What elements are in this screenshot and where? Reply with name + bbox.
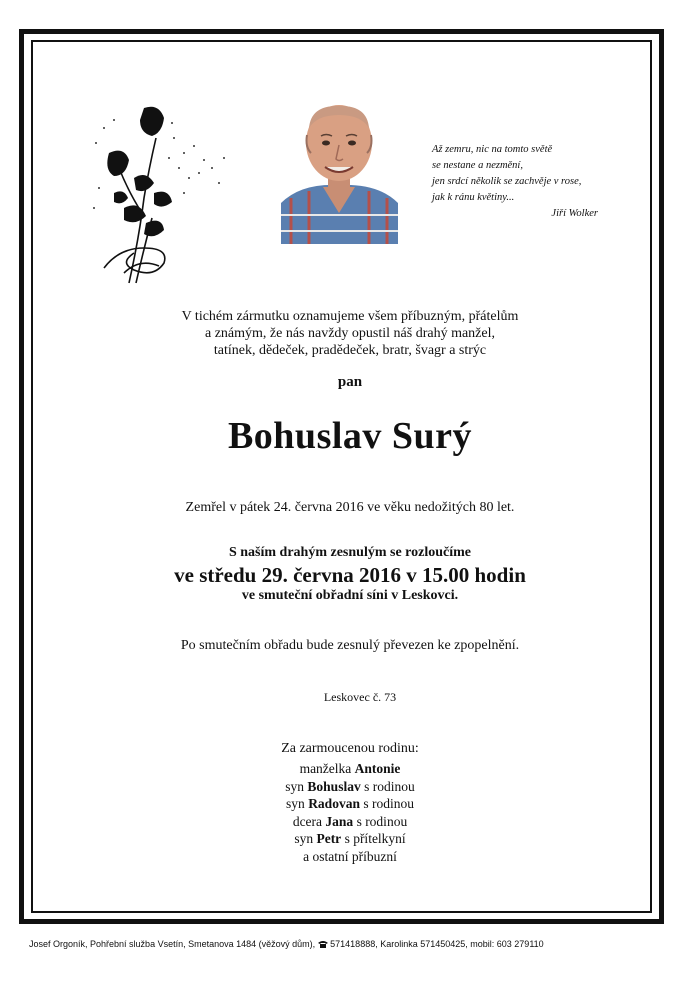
family-member: dcera Jana s rodinou (292, 813, 408, 829)
poem-line: se nestane a nezmění, (432, 160, 523, 171)
announcement-intro (0, 308, 700, 359)
cremation-note: Po smutečním obřadu bude zesnulý převezen ke zpopelnění. (180, 638, 520, 653)
portrait-photo (281, 103, 398, 244)
death-info: Zemřel v pátek 24. června 2016 ve věku nedožitých 80 let. (185, 500, 515, 515)
intro-line: a známým, že nás navždy opustil náš drahý manžel, (204, 326, 495, 341)
farewell-location: ve smuteční obřadní síni v Leskovci. (241, 588, 459, 603)
family-member: syn Bohuslav s rodinou (285, 778, 415, 794)
farewell-date-time: ve středu 29. června 2016 v 15.00 hodin (174, 563, 526, 587)
family-member: syn Petr s přítelkyní (294, 831, 406, 846)
poem-line: Až zemru, nic na tomto světě (432, 144, 553, 155)
family-title: Za zarmoucenou rodinu: (281, 741, 419, 756)
poem (432, 142, 622, 222)
address: Leskovec č. 73 (323, 690, 397, 704)
footer-phones: 571418888, Karolinka 571450425, mobil: 603 279110 (327, 939, 544, 949)
family-member: manželka Antonie (299, 761, 401, 776)
footer-text: Josef Orgoník, Pohřební služba Vsetín, Smetanova 1484 (věžový dům), (29, 939, 318, 949)
family-member: a ostatní příbuzní (303, 848, 397, 864)
poem-line: jak k ránu květiny... (432, 192, 515, 203)
phone-icon (318, 940, 328, 948)
deceased-name: Bohuslav Surý (227, 415, 473, 457)
family-member: syn Radovan s rodinou (286, 796, 414, 811)
title-word: pan (337, 374, 363, 390)
poem-author: Jiří Wolker (551, 208, 598, 219)
intro-line: V tichém zármutku oznamujeme všem příbuzným, přátelům (181, 309, 519, 324)
farewell-line-1: S naším drahým zesnulým se rozloučíme (228, 545, 471, 560)
family-list (0, 760, 700, 865)
rose-bouquet-illustration (84, 98, 234, 298)
funeral-service-footer (29, 939, 544, 949)
poem-line: jen srdcí několik se zachvěje v rose, (432, 176, 582, 187)
intro-line: tatínek, dědeček, pradědeček, bratr, švagr a strýc (213, 343, 487, 358)
